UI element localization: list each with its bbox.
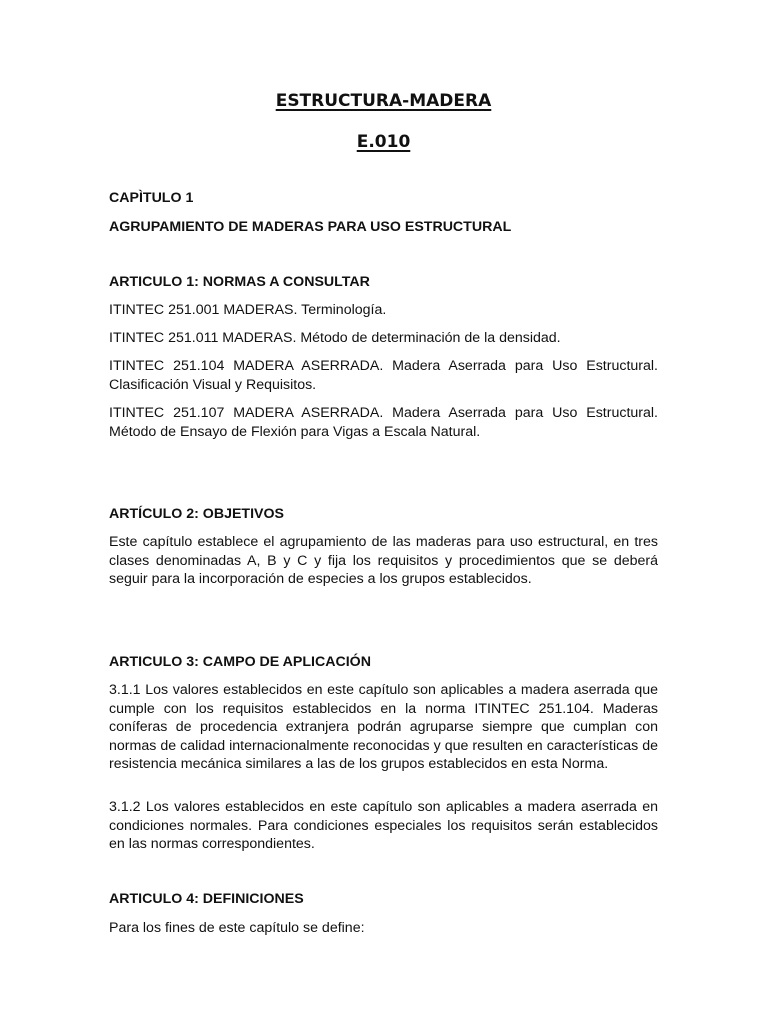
- chapter-title: AGRUPAMIENTO DE MADERAS PARA USO ESTRUCTURAL: [109, 219, 512, 235]
- article-2-heading: ARTÍCULO 2: OBJETIVOS: [109, 506, 284, 522]
- article-1-item: ITINTEC 251.104 MADERA ASERRADA. Madera Aserrada para Uso Estructural. Clasificación Visual y Requisitos.: [109, 358, 658, 393]
- article-1-item: ITINTEC 251.001 MADERAS. Terminología.: [109, 302, 387, 318]
- document-title: ESTRUCTURA-MADERA: [275, 91, 492, 111]
- document-code: E.010: [356, 132, 411, 152]
- article-3-paragraph-1: 3.1.1 Los valores establecidos en este capítulo son aplicables a madera aserrada que cumple con los requisitos establecidos en la norma ITINTEC 251.104. Maderas coníferas de procedencia extranjera podrán agruparse siempre que cumplan con normas de calidad internacionalmente reconocidas y que resulten en características de resistencia mecánica similares a las de los grupos establecidos en esta Norma.: [109, 682, 658, 773]
- article-3-paragraph-2: 3.1.2 Los valores establecidos en este capítulo son aplicables a madera aserrada en condiciones normales. Para condiciones especiales los requisitos serán establecidos en las normas correspondientes.: [109, 799, 658, 853]
- article-3-heading: ARTICULO 3: CAMPO DE APLICACIÓN: [109, 654, 371, 670]
- chapter-number: CAPÌTULO 1: [109, 190, 194, 206]
- document-page: [109, 0, 658, 1024]
- article-1-item: ITINTEC 251.107 MADERA ASERRADA. Madera Aserrada para Uso Estructural. Método de Ensayo de Flexión para Vigas a Escala Natural.: [109, 405, 658, 440]
- article-4-heading: ARTICULO 4: DEFINICIONES: [109, 891, 304, 907]
- article-1-heading: ARTICULO 1: NORMAS A CONSULTAR: [109, 274, 370, 290]
- article-2-text: Este capítulo establece el agrupamiento de las maderas para uso estructural, en tres clases denominadas A, B y C y fija los requisitos y procedimientos que se deberá seguir para la incorporación de especies a los grupos establecidos.: [109, 534, 658, 588]
- article-1-item: ITINTEC 251.011 MADERAS. Método de determinación de la densidad.: [109, 330, 561, 346]
- article-4-text: Para los fines de este capítulo se define:: [109, 920, 365, 936]
